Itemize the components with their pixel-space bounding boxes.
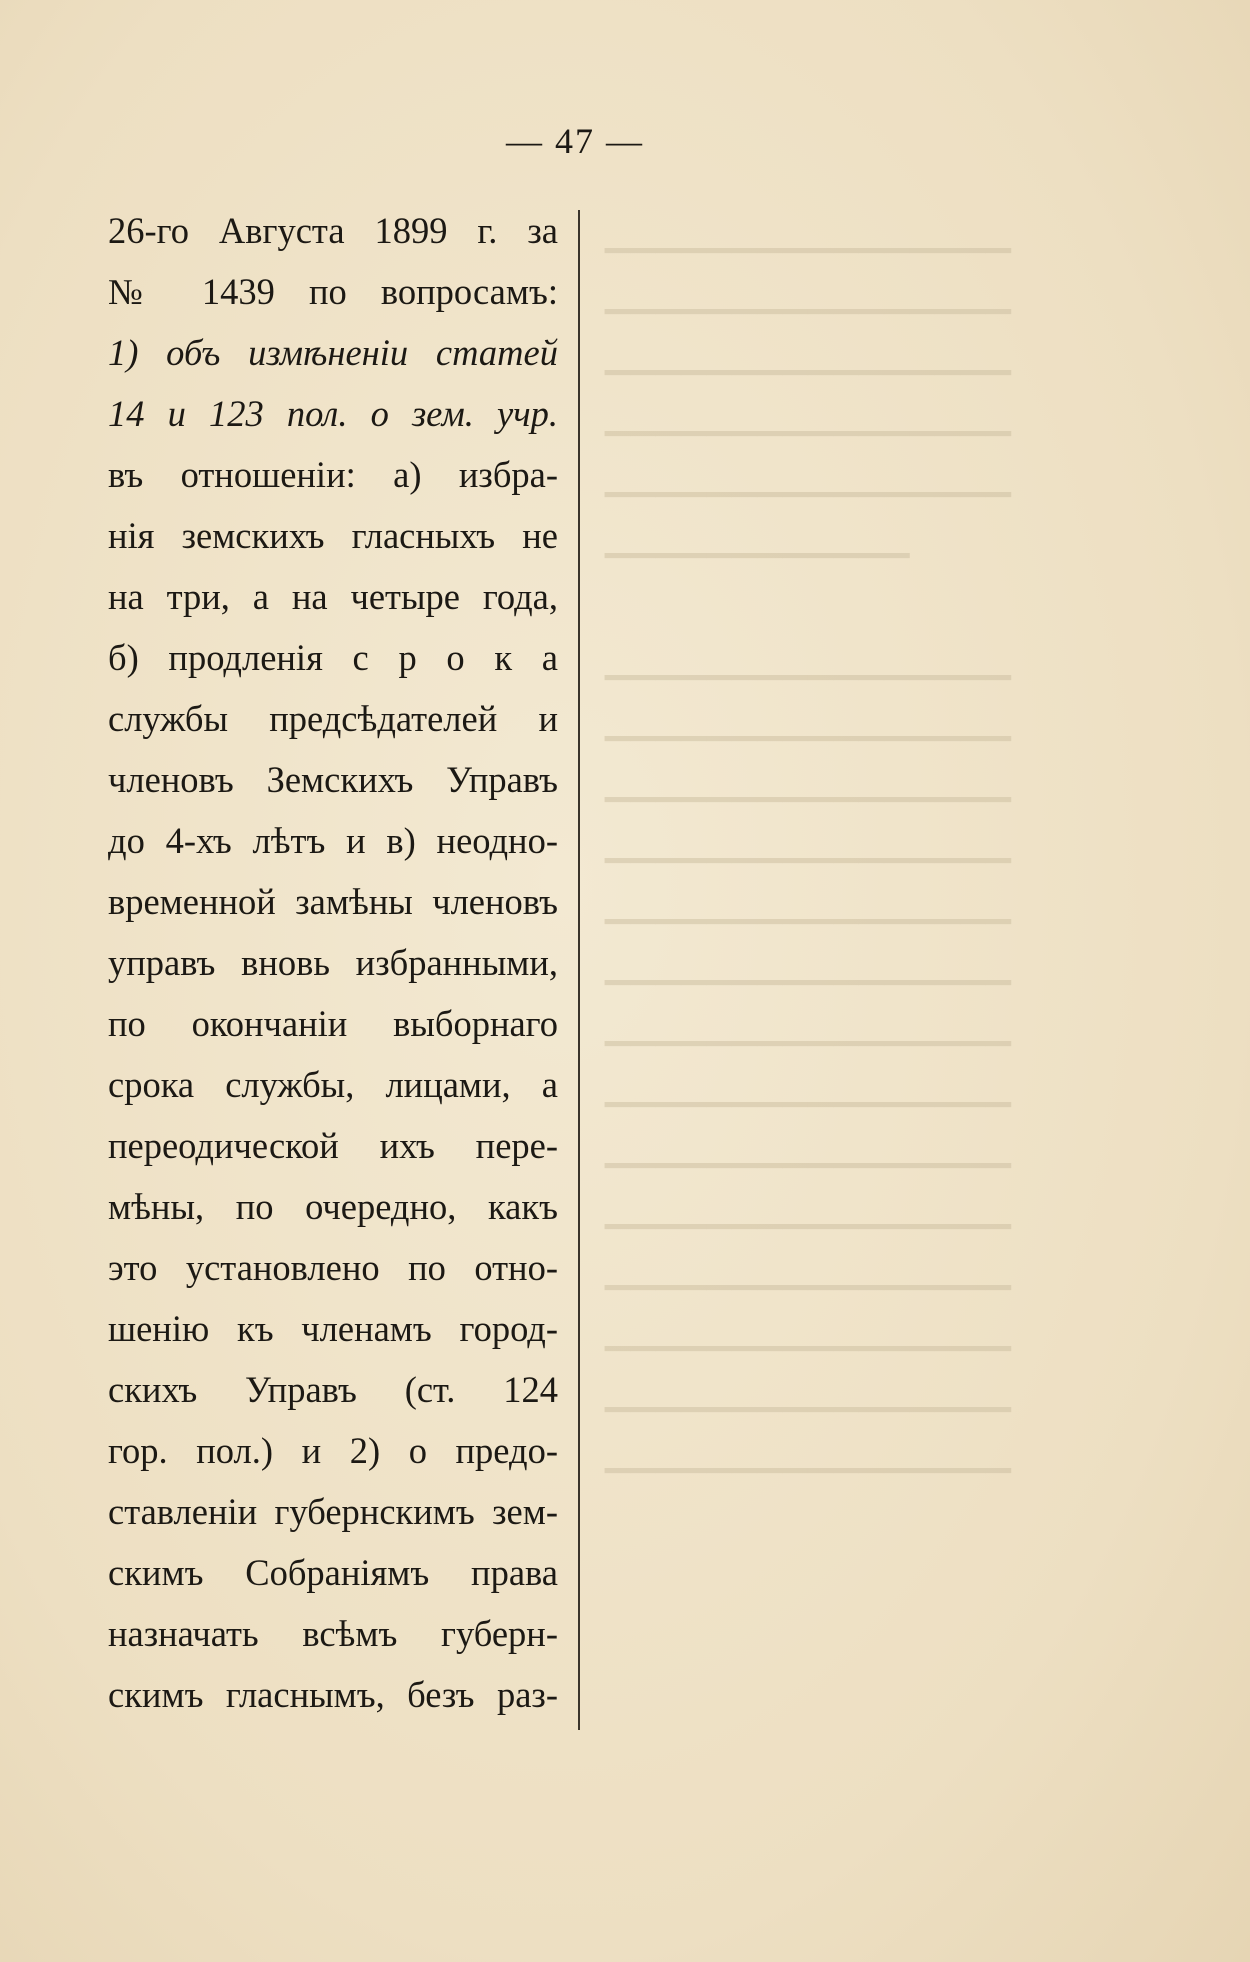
text-line: переодической ихъ пере-: [108, 1125, 558, 1166]
text-column: [108, 200, 558, 1725]
text-line: б) продленія с р о к а: [108, 637, 558, 678]
text-line: скимъ Собраніямъ права: [108, 1552, 558, 1593]
text-line: 26-го Августа 1899 г. за: [108, 210, 558, 251]
text-line: до 4-хъ лѣтъ и в) неодно-: [108, 820, 558, 861]
text-line: скимъ гласнымъ, безъ раз-: [108, 1674, 558, 1715]
text-line: въ отношеніи: а) избра-: [108, 454, 558, 495]
text-line: скихъ Управъ (ст. 124: [108, 1369, 558, 1410]
text-line: нія земскихъ гласныхъ не: [108, 515, 558, 556]
text-line: ставленіи губернскимъ зем-: [108, 1491, 558, 1532]
text-line: временной замѣны членовъ: [108, 881, 558, 922]
text-line: управъ вновь избранными,: [108, 942, 558, 983]
text-line: членовъ Земскихъ Управъ: [108, 759, 558, 800]
text-line: по окончаніи выборнаго: [108, 1003, 558, 1044]
text-line: 1) объ измѣненіи статей: [108, 332, 558, 373]
text-line: это установлено по отно-: [108, 1247, 558, 1288]
text-line: шенію къ членамъ город-: [108, 1308, 558, 1349]
page-number: — 47 —: [506, 121, 644, 161]
text-line: на три, а на четыре года,: [108, 576, 558, 617]
text-line: срока службы, лицами, а: [108, 1064, 558, 1105]
bleed-through-texture: ▁▁▁▁▁▁▁▁▁▁▁▁▁▁▁▁ ▁▁▁▁▁▁▁▁▁▁▁▁▁▁▁▁ ▁▁▁▁▁▁▁▁▁▁▁▁▁▁▁▁ ▁▁▁▁▁▁▁▁▁▁▁▁▁▁▁▁ ▁▁▁▁▁▁▁▁▁▁▁▁▁▁▁▁ ▁▁▁▁▁▁▁▁▁▁▁▁ ▁▁▁▁▁▁▁▁▁▁▁▁▁▁▁▁ ▁▁▁▁▁▁▁▁▁▁▁▁▁▁▁▁ ▁▁▁▁▁▁▁▁▁▁▁▁▁▁▁▁ ▁▁▁▁▁▁▁▁▁▁▁▁▁▁▁▁ ▁▁▁▁▁▁▁▁▁▁▁▁▁▁▁▁ ▁▁▁▁▁▁▁▁▁▁▁▁▁▁▁▁ ▁▁▁▁▁▁▁▁▁▁▁▁▁▁▁▁ ▁▁▁▁▁▁▁▁▁▁▁▁▁▁▁▁ ▁▁▁▁▁▁▁▁▁▁▁▁▁▁▁▁ ▁▁▁▁▁▁▁▁▁▁▁▁▁▁▁▁ ▁▁▁▁▁▁▁▁▁▁▁▁▁▁▁▁ ▁▁▁▁▁▁▁▁▁▁▁▁▁▁▁▁ ▁▁▁▁▁▁▁▁▁▁▁▁▁▁▁▁ ▁▁▁▁▁▁▁▁▁▁▁▁▁▁▁▁: [605, 217, 1012, 1473]
text-line: № 1439 по вопросамъ:: [108, 271, 558, 312]
text-line: службы предсѣдателей и: [108, 698, 558, 739]
text-line: гор. пол.) и 2) о предо-: [108, 1430, 558, 1471]
text-line: мѣны, по очередно, какъ: [108, 1186, 558, 1227]
text-line: 14 и 123 пол. о зем. учр.: [108, 393, 558, 434]
column-divider: [578, 210, 580, 1730]
text-line: назначать всѣмъ губерн-: [108, 1613, 558, 1654]
